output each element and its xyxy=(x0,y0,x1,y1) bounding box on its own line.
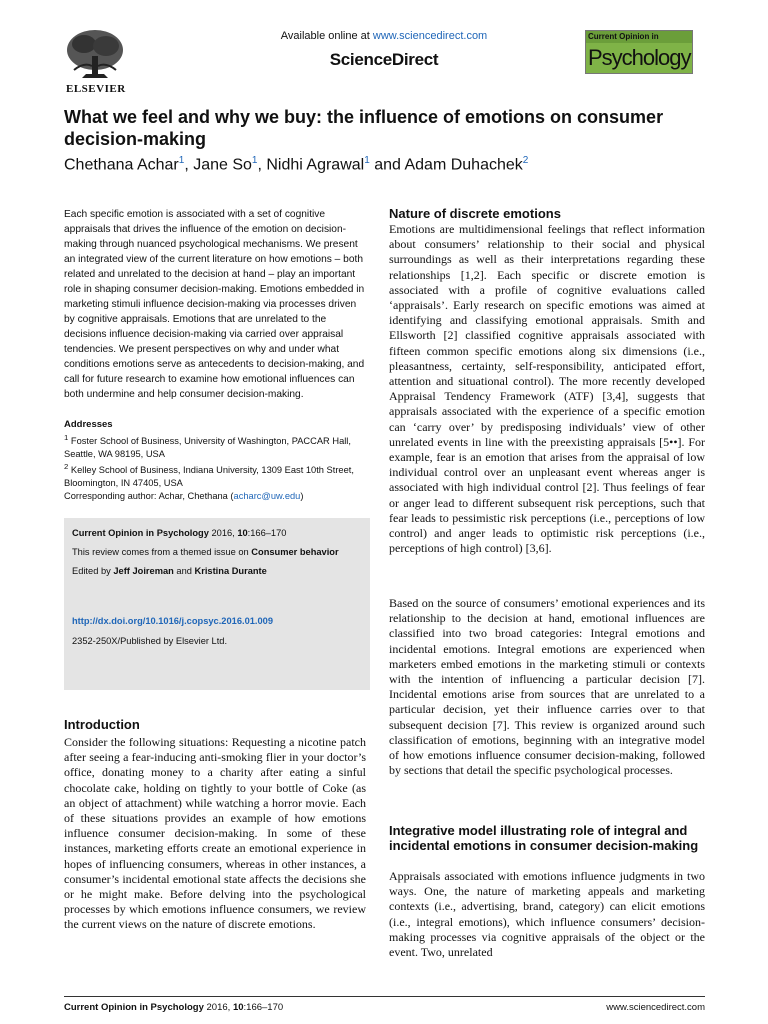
addresses-heading: Addresses xyxy=(64,419,113,430)
footer-divider xyxy=(64,996,705,997)
corresponding-author: Corresponding author: Achar, Chethana (acharc@uw.edu) xyxy=(64,491,304,501)
author-affiliation-sup[interactable]: 2 xyxy=(522,155,529,166)
article-title: What we feel and why we buy: the influence of emotions on consumer decision-making xyxy=(64,107,664,149)
footer-site[interactable]: www.sciencedirect.com xyxy=(606,1002,705,1013)
author: Jane So xyxy=(193,156,252,174)
editors: Edited by Jeff Joireman and Kristina Durante xyxy=(72,566,267,576)
available-online: Available online at www.sciencedirect.com xyxy=(280,30,488,42)
issn: 2352-250X/Published by Elsevier Ltd. xyxy=(72,636,228,646)
address-item: $^1$ Foster School of Business, University of Washington, PACCAR Hall, Seattle, WA 98195, USA xyxy=(64,433,351,459)
paragraph-classification: Based on the source of consumers’ emotional experiences and its relationship to the decision at hand, emotional influences are classified into two broad categories: Integral emotions and incidental emotions. Integral emotions are experienced when marketers embed emotions in the marketing stimuli or contexts with the intention of influencing a particular decision [7]. Incidental emotions arise from sources that are unrelated to a particular decision, yet their influence carries over to that subsequent decision [7]. This review is organized around such classification of emotions, beginning with an integrative model of how emotions influence consumer decision-making, followed by sections that detail the specific psychological processes. xyxy=(389,596,705,778)
journal-badge-bottom: Psychology xyxy=(586,43,692,73)
introduction-text: Consider the following situations: Requesting a nicotine patch after seeing a fear-inducing anti-smoking flier in your doctor’s office, donating money to a charity after eating a sinful chocolate cake, holding on tightly to your bottle of Coke (as an object of attachment) while watching a horror movie. Each of these situations provides an example of how emotions influence consumer decision-making. In some of these instances, marketing efforts create an emotional experience in hopes of influencing consumers, whereas in other instances, a consumer’s incidental emotional state affects the decisions she or he might make. Before delving into the psychological processes by which emotions influence consumers, we review the current views on the nature of discrete emotions. xyxy=(64,735,366,932)
journal-badge xyxy=(585,30,693,74)
author-affiliation-sup[interactable]: 1 xyxy=(178,155,185,166)
section-heading-nature: Nature of discrete emotions xyxy=(389,206,561,221)
author: Chethana Achar xyxy=(64,156,179,174)
theme-issue: This review comes from a themed issue on Consumer behavior xyxy=(72,547,339,557)
author-affiliation-sup[interactable]: 1 xyxy=(251,155,258,166)
abstract: Each specific emotion is associated with a set of cognitive appraisals that drives the influence of the emotion on decision-making through nuanced psychological mechanisms. We present an integrated view of the current literature on how emotions – both related and unrelated to the decision at hand – play an important role in shaping consumer decision-making. Emotions embedded in marketing stimuli influence decision-making via processes driven by cognitive appraisals. Emotions that are unrelated to the decisions influence decision-making via carried over appraisal tendencies. We present perspectives on why and under what conditions emotions serve as antecedents to decision-making, and call for future research to examine how emotional influences can both undermine and help consumer decision-making. xyxy=(64,209,365,400)
publisher-name: ELSEVIER xyxy=(66,83,126,95)
sciencedirect-brand: ScienceDirect xyxy=(329,50,439,69)
article-info-box xyxy=(64,518,370,690)
citation: Current Opinion in Psychology 2016, 10:166–170 xyxy=(72,528,287,538)
author-list: Chethana Achar$^1$, Jane So$^1$, Nidhi Agrawal$^1$ and Adam Duhachek$^2$ xyxy=(64,155,529,174)
paragraph-nature: Emotions are multidimensional feelings that reflect information about consumers’ relationship to their social and physical surroundings as well as their interpretations regarding these relationships [1,2]. Each specific or discrete emotion is associated with a profile of cognitive evaluations called ‘appraisals’. Early research on specific emotions was aimed at identifying and classifying emotional appraisals. Smith and Ellsworth [2] classified cognitive appraisals associated with fifteen common specific emotions along six dimensions (i.e., pleasantness, certainty, self-responsibility, anticipated effort, attention and situational control). The more recently developed Appraisal Tendency Framework (ATF) [3,4], suggests that appraisals associated with the experience of a specific emotion can ‘carry over’ by predisposing individuals’ view of other unrelated events in line with the preexisting appraisals [5••]. For example, fear is an emotion that arises from the appraisal of low individual control over an unpleasant event whereas anger is associated with high individual control [2]. Thus feelings of fear or anger lead to different subsequent risk perceptions, such that fear leads to pessimistic risk perceptions (i.e., perceptions of low control) and anger leads to optimistic risk perceptions (i.e., perceptions of high control) [3,6]. xyxy=(389,222,705,556)
journal-badge-top: Current Opinion in xyxy=(586,31,692,43)
footer-citation: Current Opinion in Psychology 2016, 10:166–170 xyxy=(64,1002,284,1013)
author: Nidhi Agrawal xyxy=(266,156,365,174)
section-heading-integrative: Integrative model illustrating role of integral and incidental emotions in consumer decision-making xyxy=(389,823,699,853)
address-item: $^2$ Kelley School of Business, Indiana University, 1309 East 10th Street, Bloomington, IN 47405, USA xyxy=(64,461,354,488)
email-link[interactable]: acharc@uw.edu xyxy=(233,491,301,501)
author-affiliation-sup[interactable]: 1 xyxy=(364,155,370,166)
introduction-heading: Introduction xyxy=(64,717,140,732)
paragraph-integrative: Appraisals associated with emotions influence judgments in two ways. One, the nature of marketing appeals and marketing contexts (i.e., advertising, brand, category) can elicit emotions (i.e., integral emotions), which influence consumers’ decision-making processes via cognitive appraisals of the object or the event. Two, unrelated xyxy=(389,869,705,960)
addresses xyxy=(64,432,374,489)
author: Adam Duhachek xyxy=(404,156,523,174)
sciencedirect-link[interactable]: www.sciencedirect.com xyxy=(372,30,488,42)
doi-link[interactable]: http://dx.doi.org/10.1016/j.copsyc.2016.01.009 xyxy=(72,616,274,626)
